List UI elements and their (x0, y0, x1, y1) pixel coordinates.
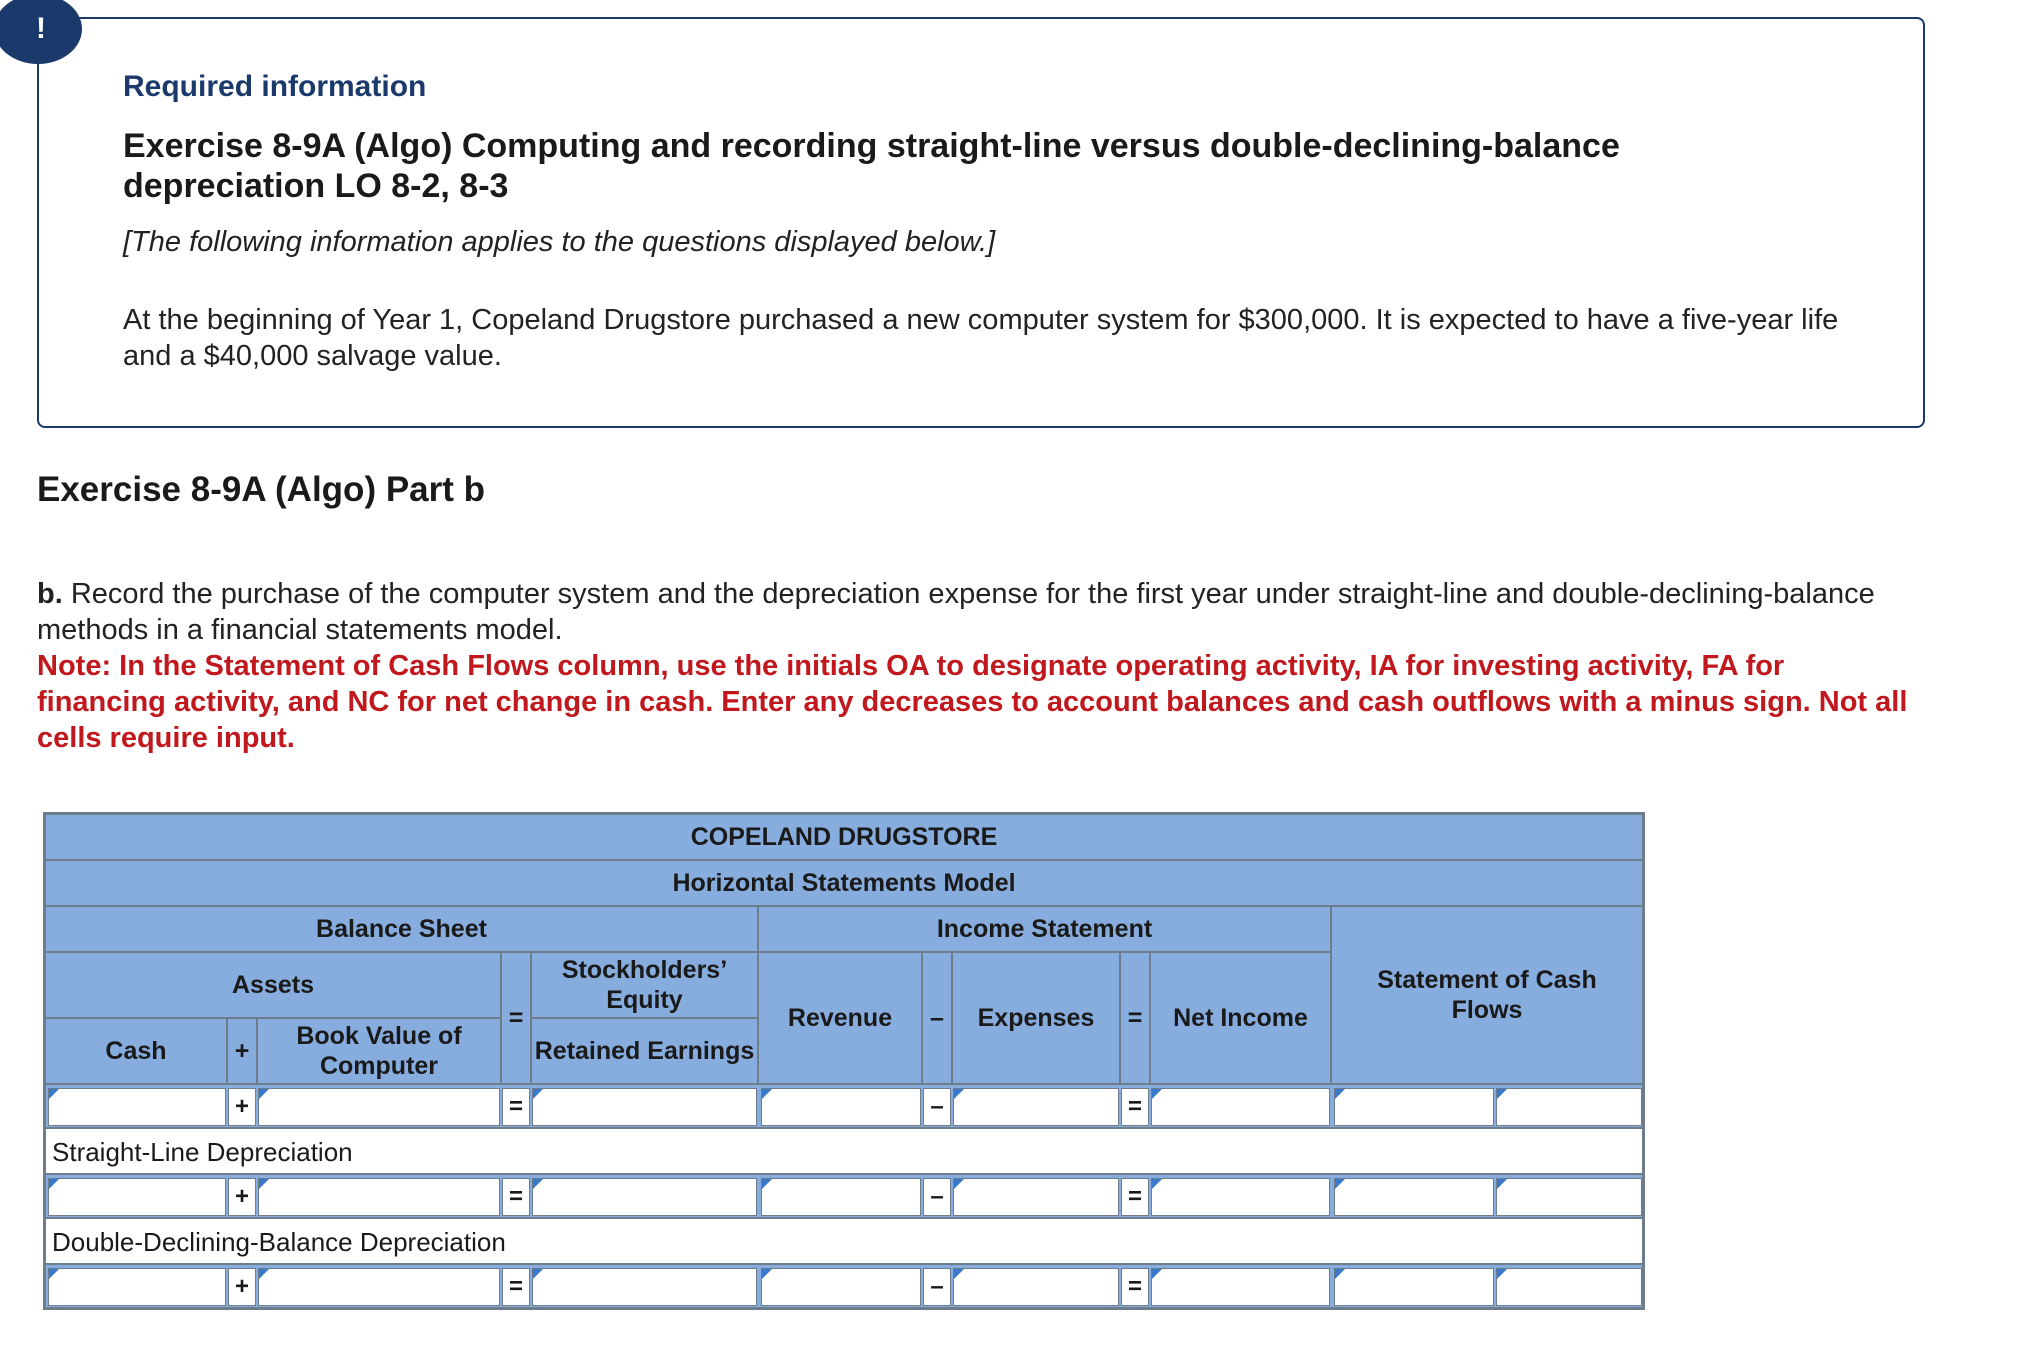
net-income-input[interactable] (1151, 1268, 1330, 1306)
cash-flow-class-input[interactable] (1496, 1268, 1642, 1306)
retained-earnings-input[interactable] (532, 1178, 757, 1216)
minus-operator: – (923, 1178, 951, 1216)
revenue-input[interactable] (761, 1088, 921, 1126)
ddb-section (45, 1218, 1643, 1264)
cash-flow-amount-input[interactable] (1334, 1088, 1494, 1126)
required-info-heading: Required information (123, 70, 427, 103)
expenses-input[interactable] (953, 1178, 1119, 1216)
part-title: Exercise 8-9A (Algo) Part b (37, 470, 486, 509)
book-value-input[interactable] (258, 1088, 500, 1126)
cash-flows-header: Statement of Cash Flows (1331, 906, 1643, 1084)
revenue-input[interactable] (761, 1178, 921, 1216)
plus-operator: + (228, 1178, 256, 1216)
plus-operator: + (228, 1088, 256, 1126)
cash-input[interactable] (48, 1268, 226, 1306)
instruction-label: b. (37, 578, 63, 610)
input-row-straight-line (45, 1174, 1643, 1218)
instruction-body: Record the purchase of the computer system and the depreciation expense for the first year under straight-line and double-declining-balance methods in a financial statements model. (37, 578, 1875, 646)
retained-earnings-input[interactable] (532, 1088, 757, 1126)
equals-operator: = (1121, 1178, 1149, 1216)
cash-flow-amount-input[interactable] (1334, 1178, 1494, 1216)
net-income-header: Net Income (1150, 952, 1331, 1084)
ddb-label: Double-Declining-Balance Depreciation (52, 1227, 506, 1257)
equals-sign: = (1120, 952, 1150, 1084)
cash-flow-amount-input[interactable] (1334, 1268, 1494, 1306)
minus-operator: – (923, 1268, 951, 1306)
equals-operator: = (1121, 1088, 1149, 1126)
book-value-input[interactable] (258, 1178, 500, 1216)
net-income-input[interactable] (1151, 1088, 1330, 1126)
company-name: COPELAND DRUGSTORE (45, 814, 1643, 860)
revenue-header: Revenue (758, 952, 922, 1084)
cash-input[interactable] (48, 1178, 226, 1216)
balance-sheet-header: Balance Sheet (45, 906, 758, 952)
input-row-purchase (45, 1084, 1643, 1128)
straight-line-label: Straight-Line Depreciation (52, 1137, 353, 1167)
instruction-note: Note: In the Statement of Cash Flows column, use the initials OA to designate operating activity, IA for investing activity, FA for financing activity, and NC for net change in cash. Enter any decreases to account balances and cash outflows with a minus sign. Not all cells require input. (37, 650, 1908, 754)
book-value-input[interactable] (258, 1268, 500, 1306)
book-value-header: Book Value of Computer (257, 1018, 501, 1084)
expenses-input[interactable] (953, 1268, 1119, 1306)
plus-operator: + (228, 1268, 256, 1306)
equals-operator: = (1121, 1268, 1149, 1306)
equals-operator: = (502, 1178, 530, 1216)
assets-header: Assets (45, 952, 501, 1018)
expenses-input[interactable] (953, 1088, 1119, 1126)
expenses-header: Expenses (952, 952, 1120, 1084)
instruction-text (37, 576, 1917, 648)
equals-sign: = (501, 952, 531, 1084)
cash-input[interactable] (48, 1088, 226, 1126)
plus-sign: + (227, 1018, 257, 1084)
scenario-text: At the beginning of Year 1, Copeland Drugstore purchased a new computer system for $300,000. It is expected to have a five-year life and a $40,000 salvage value. (123, 304, 1839, 372)
cash-header: Cash (45, 1018, 227, 1084)
retained-earnings-input[interactable] (532, 1268, 757, 1306)
input-row-ddb (45, 1264, 1643, 1308)
applies-note: [The following information applies to the questions displayed below.] (123, 226, 996, 258)
cash-flow-class-input[interactable] (1496, 1088, 1642, 1126)
retained-earnings-header: Retained Earnings (531, 1018, 758, 1084)
equals-operator: = (502, 1088, 530, 1126)
minus-operator: – (923, 1088, 951, 1126)
exercise-title: Exercise 8-9A (Algo) Computing and recording straight-line versus double-declining-balance depreciation LO 8-2, 8-3 (123, 127, 1620, 205)
alert-icon: ! (0, 0, 82, 64)
horizontal-statements-model (43, 812, 1645, 1310)
minus-sign: – (922, 952, 952, 1084)
stockholders-equity-header: Stockholders’ Equity (531, 952, 758, 1018)
income-statement-header: Income Statement (758, 906, 1331, 952)
model-subtitle: Horizontal Statements Model (45, 860, 1643, 906)
net-income-input[interactable] (1151, 1178, 1330, 1216)
cash-flow-class-input[interactable] (1496, 1178, 1642, 1216)
revenue-input[interactable] (761, 1268, 921, 1306)
straight-line-section (45, 1128, 1643, 1174)
equals-operator: = (502, 1268, 530, 1306)
